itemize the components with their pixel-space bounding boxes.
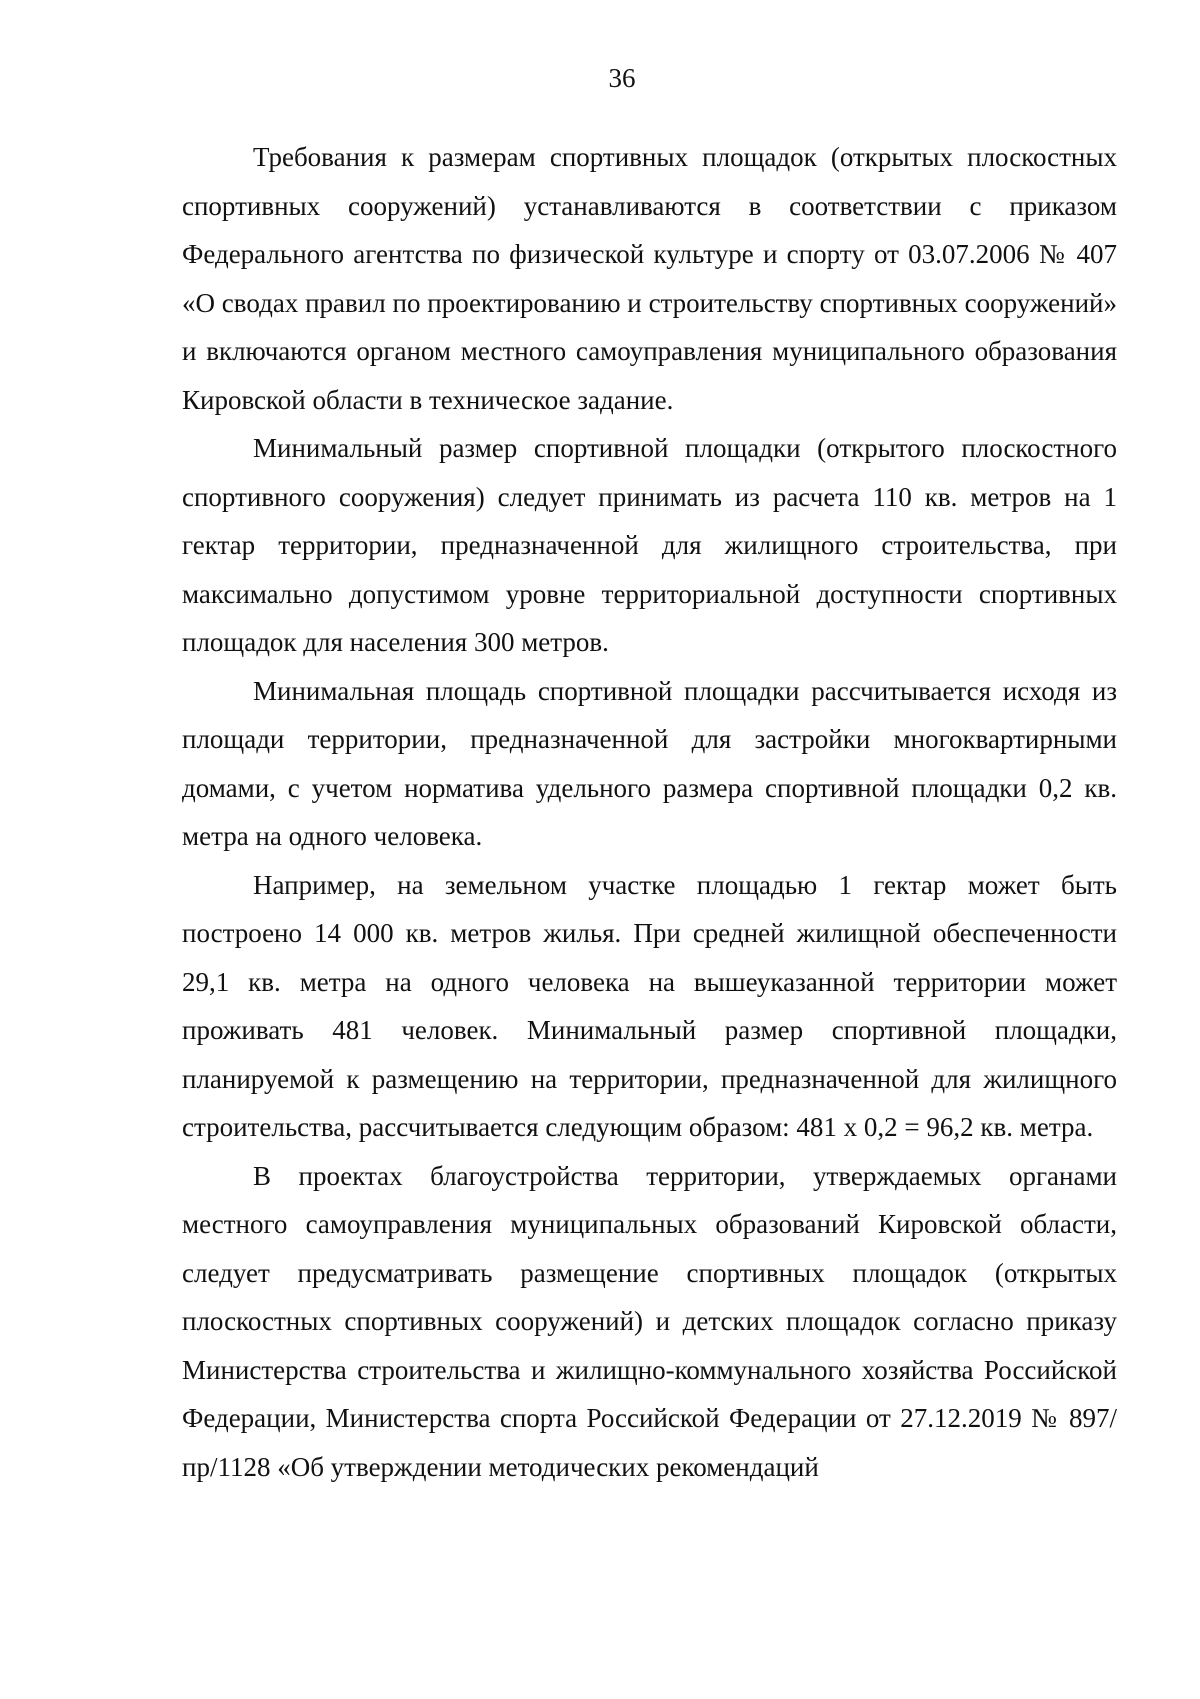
paragraph-minimum-sports-ground-area: Минимальная площадь спортивной площадки рассчитывается исходя из площади территории, предназначенной для застройки многоквартирными домами, с учетом норматива удельного размера спортивной площадки 0,2 кв. метра на одного человека. [182, 675, 1117, 851]
paragraph-sports-ground-size-requirements: Требования к размерам спортивных площадок (открытых плоскостных спортивных сооружений) устанавливаются в соответствии с приказом Федерального агентства по физической культуре и спорту от 03.07.2006 № 407 «О сводах правил по проектированию и строительству спортивных сооружений» и включаются органом местного самоуправления муниципального образования Кировской области в техническое задание. [182, 142, 1117, 415]
page-number: 36 [608, 63, 636, 93]
paragraph-landscaping-projects: В проектах благоустройства территории, утверждаемых органами местного самоуправления муниципальных образований Кировской области, следует предусматривать размещение спортивных площадок (открытых плоскостных спортивных сооружений) и детских площадок согласно приказу Министерства строительства и жилищно-коммунального хозяйства Российской Федерации, Министерства спорта Российской Федерации от 27.12.2019 № 897/пр/1128 «Об утверждении методических рекомендаций [182, 1160, 1117, 1482]
document-body [182, 133, 1117, 1491]
paragraph-minimum-sports-ground-size: Минимальный размер спортивной площадки (открытого плоскостного спортивного сооружения) следует принимать из расчета 110 кв. метров на 1 гектар территории, предназначенной для жилищного строительства, при максимально допустимом уровне территориальной доступности спортивных площадок для населения 300 метров. [182, 433, 1117, 657]
paragraph-calculation-example: Например, на земельном участке площадью 1 гектар может быть построено 14 000 кв. метров жилья. При средней жилищной обеспеченности 29,1 кв. метра на одного человека на вышеуказанной территории может проживать 481 человек. Минимальный размер спортивной площадки, планируемой к размещению на территории, предназначенной для жилищного строительства, рассчитывается следующим образом: 481 x 0,2 = 96,2 кв. метра. [182, 869, 1117, 1142]
